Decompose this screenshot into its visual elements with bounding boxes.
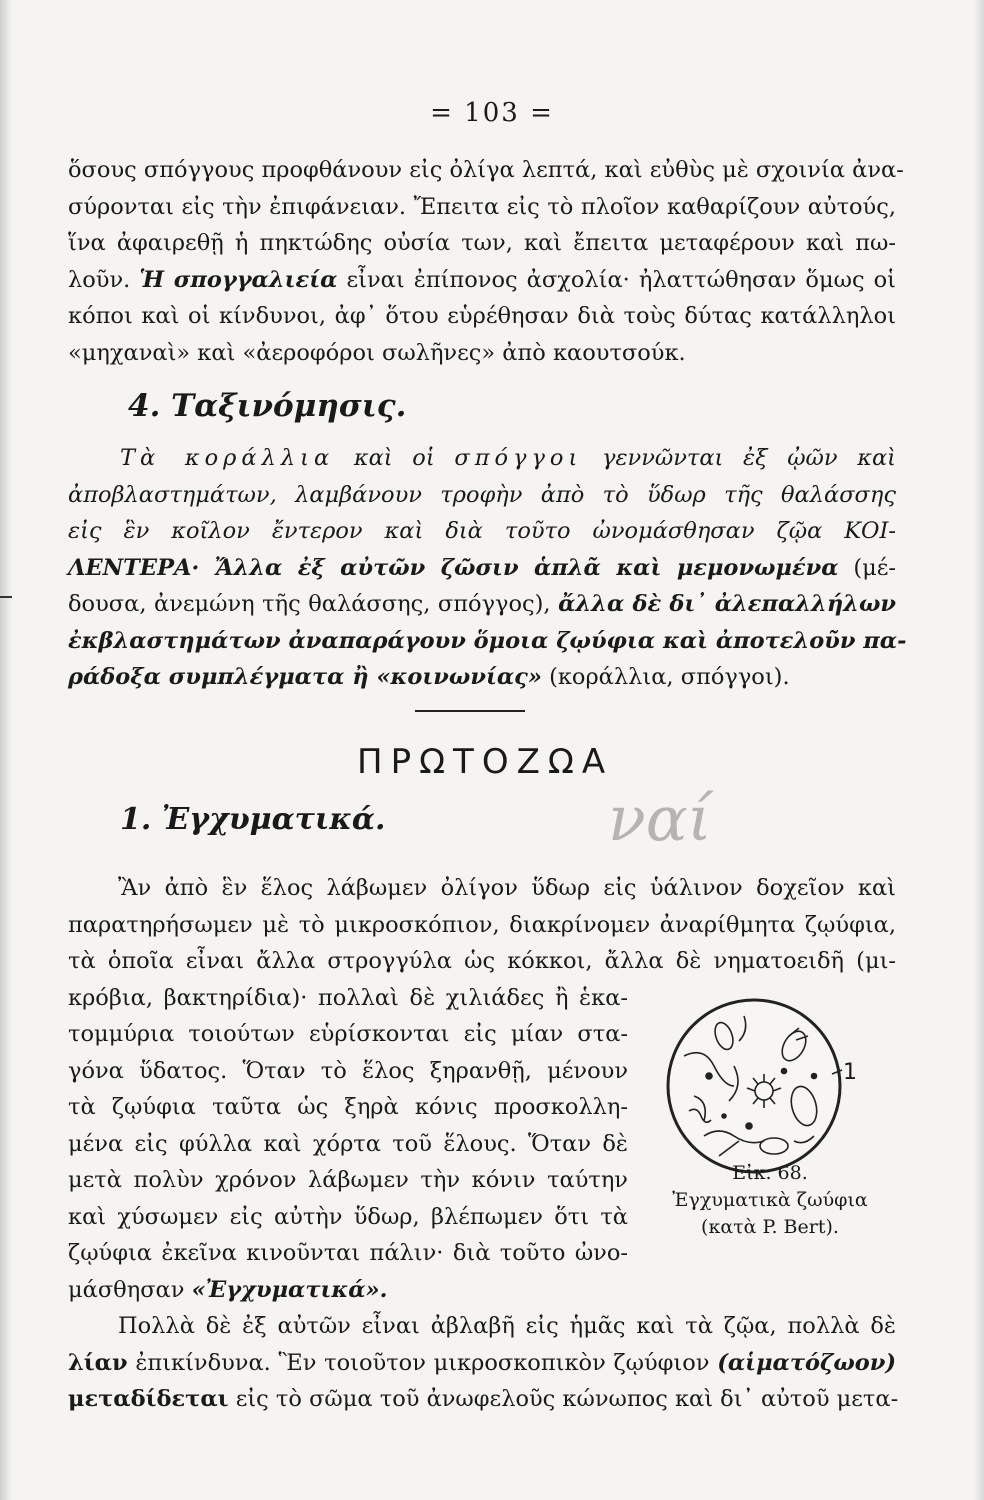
text-line: ἐκβλαστημάτων ἀναπαράγουν ὅμοια ζῳύφια καὶ ἀποτελοῦν πα- xyxy=(68,627,907,654)
page-edge-right xyxy=(974,0,984,1500)
text-line: Πολλὰ δὲ ἐξ αὐτῶν εἶναι ἀβλαβῆ εἰς ἡμᾶς καὶ τὰ ζῷα, πολλὰ δὲ xyxy=(118,1313,896,1339)
text-line xyxy=(68,1345,896,1382)
text-line xyxy=(68,1381,899,1418)
bold-text: μεταδίδεται xyxy=(68,1386,229,1412)
text-segment: λοῦν. xyxy=(68,266,131,293)
text-line: καὶ χύσωμεν εἰς αὐτὴν ὕδωρ, βλέπωμεν ὅτι τὰ xyxy=(68,1203,628,1230)
text-segment: (μέ- xyxy=(853,554,896,581)
figure-caption xyxy=(650,1160,890,1241)
figure-label-number: 1 xyxy=(843,1060,857,1085)
bold-term-koilentera: ΛΕΝΤΕΡΑ· Ἄλλα ἐξ αὐτῶν ζῶσιν ἁπλᾶ καὶ μεμονωμένα xyxy=(68,554,839,581)
text-line: κόποι καὶ οἱ κίνδυνοι, ἀφ᾿ ὅτου εὑρέθησαν διὰ τοὺς δύτας κατάλληλοι xyxy=(68,303,896,329)
figure-microscope-view xyxy=(664,996,844,1176)
microscope-illustration xyxy=(664,996,844,1176)
section-divider xyxy=(415,710,525,712)
text-segment: δουσα, ἀνεμώνη τῆς θαλάσσης, σπόγγος), xyxy=(68,591,551,617)
text-line: τὰ ζῳύφια ταῦτα ὡς ξηρὰ κόνις προσκολλη- xyxy=(68,1094,628,1120)
text-line: γόνα ὕδατος. Ὅταν τὸ ἕλος ξηρανθῇ, μένουν xyxy=(68,1057,628,1084)
page-number: = 103 = xyxy=(430,98,554,128)
bold-text: ἄλλα δὲ δι᾿ ἀλεπαλλήλων xyxy=(558,591,896,617)
spaced-term-corals: Τὰ κοράλλια xyxy=(120,445,335,471)
handwritten-note xyxy=(600,770,760,860)
text-segment: (κοράλλια, σπόγγοι). xyxy=(549,664,790,690)
text-line: μένα εἰς φύλλα καὶ χόρτα τοῦ ἕλους. Ὅταν δὲ xyxy=(68,1130,628,1157)
subsection-heading-infusoria: 1. Ἐγχυματικά. xyxy=(120,802,386,837)
text-line xyxy=(68,586,896,623)
text-segment: ἐπικίνδυνα. Ἓν τοιοῦτον μικροσκοπικὸν ζῳύφιον xyxy=(135,1349,710,1376)
paragraph-taxonomy xyxy=(68,440,907,696)
caption-line: Ἐγχυματικὰ ζωύφια xyxy=(672,1189,868,1211)
text-line: κρόβια, βακτηρίδια)· πολλαὶ δὲ χιλιάδες ἢ ἑκα- xyxy=(68,984,628,1011)
section-heading-taxonomy: 4. Ταξινόμησις. xyxy=(128,388,407,424)
chapter-title: ΠΡΩΤΟΖΩΑ xyxy=(357,742,614,782)
text-line xyxy=(68,440,896,477)
text-line: σύρονται εἰς τὴν ἐπιφάνειαν. Ἔπειτα εἰς τὸ πλοῖον καθαρίζουν αὐτούς, xyxy=(68,193,896,220)
spaced-term-sponges: σπόγγοι xyxy=(454,445,583,471)
bold-term-haematozoon: (αἱματόζωον) xyxy=(717,1349,897,1376)
text-line xyxy=(68,659,896,696)
text-line xyxy=(68,262,896,299)
bold-term-enchymatika: «Ἐγχυματικά». xyxy=(191,1276,388,1303)
text-line: παρατηρήσωμεν μὲ τὸ μικροσκόπιον, διακρίνομεν ἀναρίθμητα ζῳύφια, xyxy=(68,911,896,938)
text-line xyxy=(68,1272,628,1309)
handwritten-note-text: ναί xyxy=(608,782,712,855)
caption-line: (κατὰ P. Bert). xyxy=(701,1216,839,1238)
text-segment: μάσθησαν xyxy=(68,1276,185,1303)
caption-line: Εἰκ. 68. xyxy=(732,1162,808,1184)
text-segment: εἰς τὸ σῶμα τοῦ ἀνωφελοῦς κώνωπος καὶ δι᾿ αὐτοῦ μετα- xyxy=(235,1386,899,1412)
text-line: ὅσους σπόγγους προφθάνουν εἰς ὀλίγα λεπτά, καὶ εὐθὺς μὲ σχοινία ἀνα- xyxy=(68,157,904,183)
text-line: ἵνα ἀφαιρεθῇ ἡ πηκτώδης οὐσία των, καὶ ἔπειτα μεταφέρουν καὶ πω- xyxy=(68,230,896,256)
paragraph-sponge-diving xyxy=(68,152,904,371)
text-line: μετὰ πολὺν χρόνον λάβωμεν τὴν κόνιν ταύτην xyxy=(68,1167,628,1193)
text-segment: καὶ οἱ xyxy=(353,445,435,471)
text-line: «μηχαναὶ» καὶ «ἀεροφόροι σωλῆνες» ἀπὸ καουτσούκ. xyxy=(68,339,686,366)
text-line: τομμύρια τοιούτων εὑρίσκονται εἰς μίαν στα- xyxy=(68,1021,628,1047)
text-segment: εἶναι ἐπίπονος ἀσχολία· ἠλαττώθησαν ὅμως οἱ xyxy=(346,266,896,293)
text-segment: γεννῶνται ἐξ ᾠῶν καὶ xyxy=(602,445,897,471)
text-line: εἰς ἓν κοῖλον ἔντερον καὶ διὰ τοῦτο ὠνομάσθησαν ζῷα ΚΟΙ- xyxy=(68,518,896,544)
bold-text: λίαν xyxy=(68,1349,128,1376)
text-line: τὰ ὁποῖα εἶναι ἄλλα στρογγύλα ὡς κόκκοι, ἄλλα δὲ νηματοειδῆ (μι- xyxy=(68,948,896,974)
text-line xyxy=(68,550,896,587)
margin-mark xyxy=(0,596,12,598)
text-line: ἀποβλαστημάτων, λαμβάνουν τροφὴν ἀπὸ τὸ ὕδωρ τῆς θαλάσσης xyxy=(68,481,896,508)
text-line: Ἂν ἀπὸ ἓν ἕλος λάβωμεν ὀλίγον ὕδωρ εἰς ὑάλινον δοχεῖον καὶ xyxy=(118,875,896,901)
page-edge-left xyxy=(0,0,12,1500)
bold-text: ράδοξα συμπλέγματα ἢ «κοινωνίας» xyxy=(68,664,542,690)
text-line: ζῳύφια ἐκεῖνα κινοῦνται πάλιν· διὰ τοῦτο ὠνο- xyxy=(68,1240,628,1266)
bold-term-spongaleia: Ἡ σπογγαλιεία xyxy=(139,266,338,293)
